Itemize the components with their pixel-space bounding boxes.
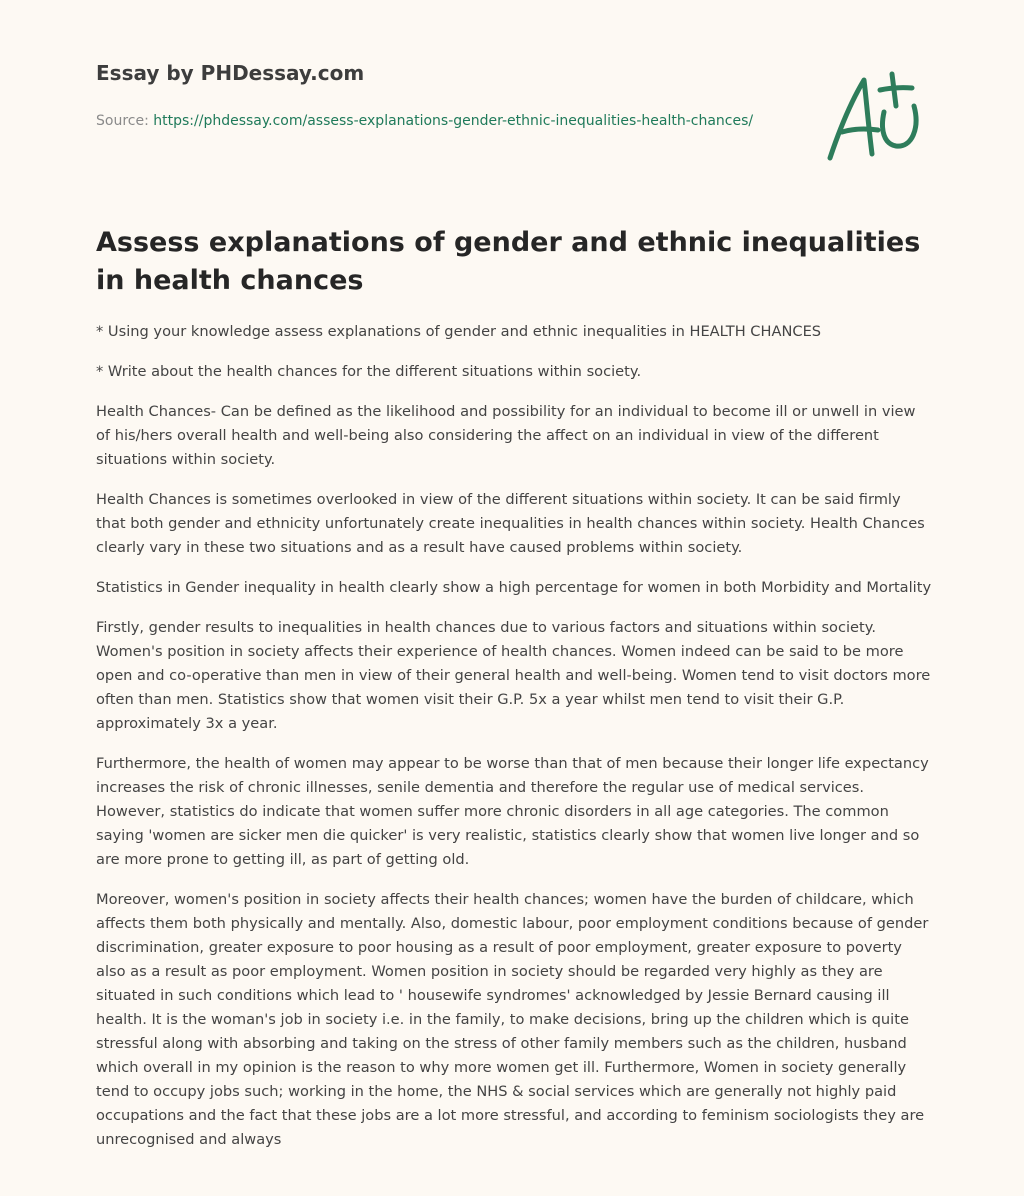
essay-title: Assess explanations of gender and ethnic inequalities in health chances (96, 227, 921, 296)
essay-paragraph: Statistics in Gender inequality in health clearly show a high percentage for women in both Morbidity and Mortality (96, 579, 932, 596)
essay-content (96, 224, 932, 1168)
source-line (96, 110, 756, 132)
essay-paragraph: Firstly, gender results to inequalities in health chances due to various factors and situations within society. Women's position in society affects their experience of health chances. Women indeed can be said to be more open and co-operative than men in view of their general health and well-being. Women tend to visit doctors more often than men. Statistics show that women visit their G.P. 5x a year whilst men tend to visit their G.P. approximately 3x a year. (96, 619, 931, 732)
essay-paragraph: * Write about the health chances for the different situations within society. (96, 363, 642, 380)
source-link[interactable]: https://phdessay.com/assess-explanations-gender-ethnic-inequalities-health-chances/ (153, 113, 754, 129)
essay-paragraph: * Using your knowledge assess explanations of gender and ethnic inequalities in HEALTH CHANCES (96, 323, 822, 340)
essay-paragraph: Moreover, women's position in society affects their health chances; women have the burden of childcare, which affects them both physically and mentally. Also, domestic labour, poor employment conditions because of gender discrimination, greater exposure to poor housing as a result of poor employment, greater exposure to poverty also as a result as poor employment. Women position in society should be regarded very highly as they are situated in such conditions which lead to ' housewife syndromes' acknowledged by Jessie Bernard causing ill health. It is the woman's job in society i.e. in the family, to make decisions, bring up the children which is quite stressful along with absorbing and taking on the stress of other family members such as the children, husband which overall in my opinion is the reason to why more women get ill. Furthermore, Women in society generally tend to occupy jobs such; working in the home, the NHS & social services which are generally not highly paid occupations and the fact that these jobs are a lot more stressful, and according to feminism sociologists they are unrecognised and always (96, 891, 929, 1148)
a-plus-grade-icon (822, 66, 932, 166)
site-title: Essay by PHDessay.com (96, 61, 365, 85)
essay-paragraph: Health Chances- Can be defined as the likelihood and possibility for an individual to become ill or unwell in view of his/hers overall health and well-being also considering the affect on an individual in view of the different situations within society. (96, 403, 916, 468)
essay-paragraph: Furthermore, the health of women may appear to be worse than that of men because their longer life expectancy increases the risk of chronic illnesses, senile dementia and therefore the regular use of medical services. However, statistics do indicate that women suffer more chronic disorders in all age categories. The common saying 'women are sicker men die quicker' is very realistic, statistics clearly show that women live longer and so are more prone to getting ill, as part of getting old. (96, 755, 929, 868)
source-label: Source: (96, 113, 154, 129)
page-header (96, 60, 796, 132)
essay-paragraph: Health Chances is sometimes overlooked in view of the different situations within society. It can be said firmly that both gender and ethnicity unfortunately create inequalities in health chances within society. Health Chances clearly vary in these two situations and as a result have caused problems within society. (96, 491, 925, 556)
